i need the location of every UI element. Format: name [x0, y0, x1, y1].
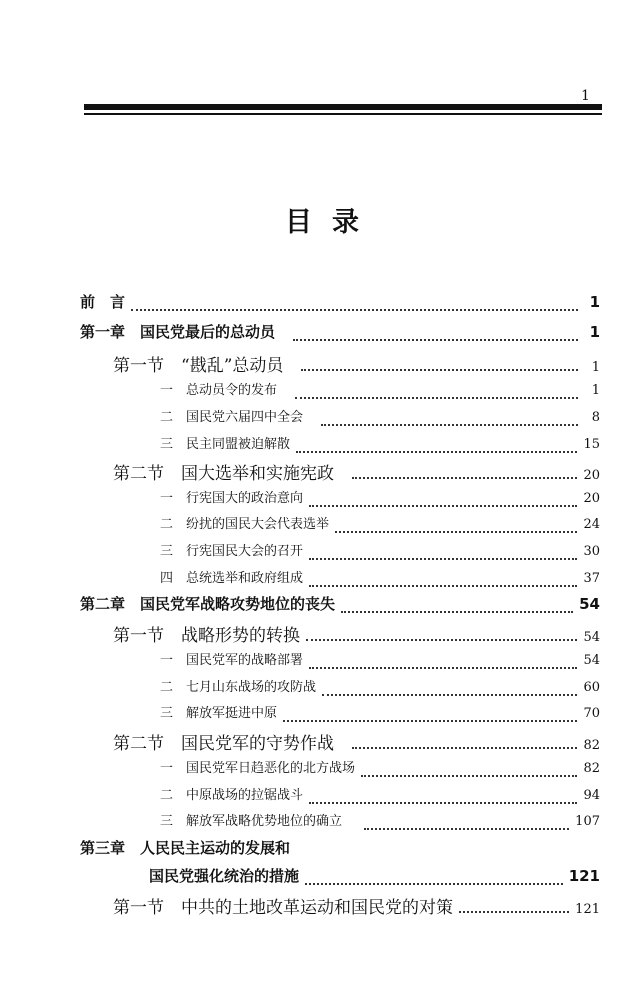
dot-leader: [352, 746, 577, 749]
toc-entry-label: 第二节 国大选举和实施宪政: [113, 464, 334, 484]
toc-entry-section-1-1[interactable]: [113, 351, 600, 379]
toc-entry-label: 第二章 国民党军战略攻势地位的丧失: [80, 595, 336, 613]
toc-entry-label: 一 国民党军的战略部署: [160, 653, 304, 668]
toc-entry-preface[interactable]: [80, 291, 600, 319]
header-rule-thin: [84, 113, 602, 115]
toc-entry-item-1-1-1[interactable]: [160, 379, 600, 407]
toc-entry-item-1-2-2[interactable]: [160, 513, 600, 541]
toc-entry-label: 第三章 人民民主运动的发展和: [80, 839, 291, 857]
dot-leader: [335, 530, 577, 533]
toc-entry-label: 前 言: [80, 293, 126, 311]
dot-leader: [306, 638, 577, 641]
dot-leader: [309, 666, 577, 669]
toc-entry-label: 国民党强化统治的措施: [149, 867, 300, 885]
toc-entry-page: 1: [589, 293, 600, 311]
toc-entry-item-2-1-3[interactable]: [160, 702, 600, 730]
toc-entry-label: 第一节 中共的土地改革运动和国民党的对策: [113, 898, 453, 918]
toc-entry-page: 54: [579, 595, 600, 613]
toc-entry-chapter-3-continued[interactable]: [149, 865, 600, 893]
toc-entry-chapter-3[interactable]: [80, 837, 600, 865]
dot-leader: [364, 827, 569, 830]
toc-entry-page: 60: [583, 680, 600, 695]
dot-leader: [309, 504, 577, 507]
dot-leader: [301, 368, 578, 371]
dot-leader: [309, 584, 577, 587]
toc-entry-page: 1: [591, 383, 600, 398]
toc-entry-item-1-1-2[interactable]: [160, 406, 600, 434]
toc-entry-item-2-2-1[interactable]: [160, 757, 600, 785]
toc-entry-section-1-2[interactable]: [113, 459, 600, 487]
toc-entry-label: 第一节 战略形势的转换: [113, 626, 300, 646]
toc-entry-label: 二 国民党六届四中全会: [160, 410, 304, 425]
toc-entry-label: 一 总动员令的发布: [160, 383, 278, 398]
toc-entry-section-2-1[interactable]: [113, 621, 600, 649]
toc-entry-page: 82: [583, 738, 600, 753]
toc-entry-page: 107: [575, 814, 600, 829]
toc-entry-page: 20: [583, 491, 600, 506]
dot-leader: [322, 693, 577, 696]
toc-entry-label: 三 解放军战略优势地位的确立: [160, 814, 343, 829]
dot-leader: [459, 910, 569, 913]
toc-entry-label: 三 民主同盟被迫解散: [160, 437, 291, 452]
toc-entry-page: 121: [568, 867, 600, 885]
dot-leader: [283, 719, 577, 722]
dot-leader: [352, 476, 577, 479]
header-rule-thick: [84, 104, 602, 110]
toc-entry-label: 二 纷扰的国民大会代表选举: [160, 517, 330, 532]
dot-leader: [321, 423, 578, 426]
toc-entry-item-1-2-1[interactable]: [160, 487, 600, 515]
toc-entry-label: 三 行宪国民大会的召开: [160, 544, 304, 559]
toc-entry-label: 三 解放军挺进中原: [160, 706, 278, 721]
dot-leader: [341, 610, 573, 613]
toc-entry-page: 24: [583, 517, 600, 532]
dot-leader: [293, 338, 578, 341]
dot-leader: [305, 882, 563, 885]
toc-entry-item-1-1-3[interactable]: [160, 433, 600, 461]
toc-entry-page: 37: [583, 571, 600, 586]
toc-entry-item-2-2-3[interactable]: [160, 810, 600, 838]
toc-entry-page: 121: [575, 902, 600, 917]
toc-entry-label: 第一节 “戡乱”总动员: [113, 356, 284, 376]
toc-entry-item-1-2-3[interactable]: [160, 540, 600, 568]
toc-entry-page: 30: [583, 544, 600, 559]
toc-entry-item-2-2-2[interactable]: [160, 784, 600, 812]
toc-entry-page: 15: [583, 437, 600, 452]
toc-entry-label: 第二节 国民党军的守势作战: [113, 734, 334, 754]
dot-leader: [361, 774, 577, 777]
toc-entry-page: 70: [583, 706, 600, 721]
toc-entry-section-3-1[interactable]: [113, 893, 600, 921]
toc-entry-label: 四 总统选举和政府组成: [160, 571, 304, 586]
toc-entry-item-2-1-1[interactable]: [160, 649, 600, 677]
toc-entry-page: 20: [583, 468, 600, 483]
toc-entry-page: 1: [591, 360, 600, 375]
toc-entry-section-2-2[interactable]: [113, 729, 600, 757]
page-number: 1: [581, 88, 590, 104]
toc-entry-item-1-2-4[interactable]: [160, 567, 600, 595]
toc-entry-page: 1: [589, 323, 600, 341]
page-title: 目录: [285, 207, 379, 238]
dot-leader: [309, 801, 577, 804]
toc-entry-chapter-1[interactable]: [80, 321, 600, 349]
toc-entry-page: 54: [583, 653, 600, 668]
toc-entry-page: 8: [591, 410, 600, 425]
toc-entry-label: 二 七月山东战场的攻防战: [160, 680, 317, 695]
toc-entry-label: 一 行宪国大的政治意向: [160, 491, 304, 506]
toc-entry-page: 54: [583, 630, 600, 645]
toc-entry-label: 二 中原战场的拉锯战斗: [160, 788, 304, 803]
dot-leader: [295, 396, 578, 399]
toc-entry-item-2-1-2[interactable]: [160, 676, 600, 704]
toc-entry-label: 一 国民党军日趋恶化的北方战场: [160, 761, 356, 776]
toc-entry-chapter-2[interactable]: [80, 593, 600, 621]
toc-entry-label: 第一章 国民党最后的总动员: [80, 323, 276, 341]
dot-leader: [309, 557, 577, 560]
dot-leader: [296, 450, 577, 453]
toc-entry-page: 82: [583, 761, 600, 776]
toc-entry-page: 94: [583, 788, 600, 803]
dot-leader: [131, 308, 578, 311]
